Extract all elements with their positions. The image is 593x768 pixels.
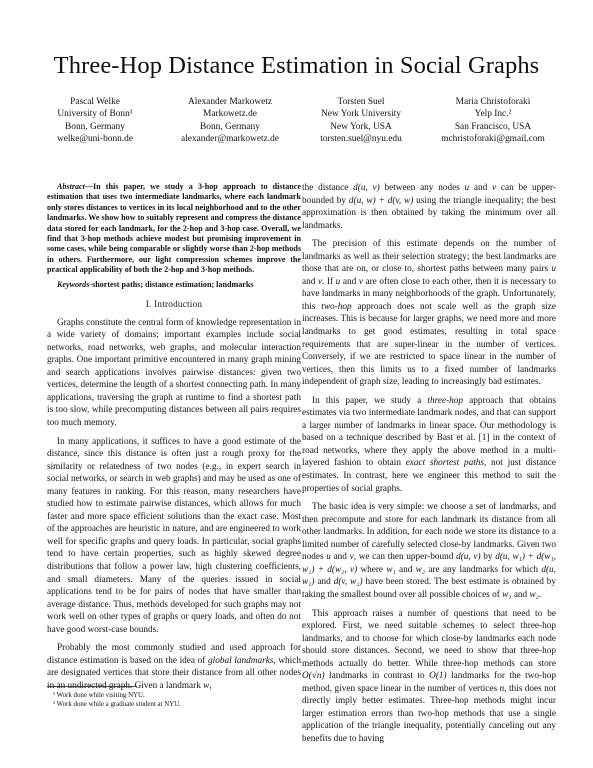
author-3 <box>296 96 426 146</box>
author-email: torsten.suel@nyu.edu <box>320 134 402 145</box>
author-name: Pascal Welke <box>70 97 120 107</box>
author-block <box>30 96 565 152</box>
paragraph: Probably the most commonly studied and used approach for distance estimation is based on the idea of global landmarks, which are designated vertices that store their distance from all other nodes in an undirected graph. Given a landmark w, <box>47 643 301 691</box>
abstract-text: —In this paper, we study a 3-hop approach to distance estimation that uses two intermediate landmarks, where each landmark only stores distances to vertices in its local neighborhood and to the other landmarks. We show how to suitably represent and compress the distance data stored for each landmark, for the 2-hop and 3-hop case. Overall, we find that 3-hop methods achieve modest but promising improvement in some cases, while being comparable or slightly worse than 2-hop methods in others. Furthermore, our light compression schemes improve the practical applicability of both the 2-hop and 3-hop methods. <box>47 182 301 275</box>
keywords-text: -shortest paths; distance estimation; landmarks <box>89 279 254 289</box>
right-column <box>302 182 556 746</box>
author-name: Alexander Markowetz <box>187 97 273 107</box>
section-heading: I. Introduction <box>145 300 203 311</box>
author-email: alexander@markowetz.de <box>181 134 279 145</box>
paper-title: Three-Hop Distance Estimation in Social Graphs <box>53 52 540 79</box>
keywords <box>47 280 301 290</box>
author-affiliation: New York University <box>321 109 401 120</box>
paragraph: In many applications, it suffices to have a good estimate of the distance, since this distance is often just a rough proxy for the similarity or relatedness of two nodes (e.g., in expert search in social networks, or search in web graphs) and may be used as one of many features in ranking. For this reason, many researchers have studied how to estimate pairwise distances, which allows for much faster and more space efficient solutions than the exact case. Most of the approaches are heuristic in nature, and are engineered to work well for specific graphs and query loads. In particular, social graphs tend to have certain properties, such as highly skewed degree distributions that follow a power law, high clustering coefficients, and small diameters. Many of the queries issued in social applications tend to be for pairs of nodes that have smaller than average distance. Thus, methods developed for such graphs may not work well on other types of graphs or query loads, and often do not have good worst-case bounds. <box>47 436 301 635</box>
abstract <box>47 182 301 276</box>
author-location: Bonn, Germany <box>200 121 260 132</box>
author-location: New York, USA <box>330 121 392 132</box>
author-affiliation: University of Bonn¹ <box>57 109 133 120</box>
author-name: Torsten Suel <box>337 97 385 107</box>
footnotes <box>47 686 301 709</box>
paragraph: Graphs constitute the central form of knowledge representation in a wide variety of domains; important examples include social networks, road networks, web graphs, and molecular interaction graphs. One important primitive encountered in many graph mining and search applications involves pairwise distances: given two vertices, determine the length of a shortest connecting path. In many applications, traversing the graph at runtime to find a shortest path is too slow, while precomputing distances between all pairs requires too much memory. <box>47 317 301 428</box>
paragraph: This approach raises a number of questions that need to be explored. First, we need suitable schemes to select three-hop landmarks, and to choose for which close-by landmarks each node should store distances. Second, we need to show that three-hop methods actually do better. While three-hop methods can store O(√n) landmarks in contrast to O(1) landmarks for the two-hop method, given space linear in the number of vertices n, this does not directly imply better estimates. Three-hop methods might incur larger estimation errors than two-hop methods that use a single application of the triangle inequality, potentially canceling out any benefits due to having <box>302 608 556 744</box>
keywords-label: Keywords <box>57 279 90 289</box>
author-location: San Francisco, USA <box>454 121 532 132</box>
author-affiliation: Yelp Inc.² <box>474 109 512 120</box>
paragraph: The basic idea is very simple: we choose a set of landmarks, and then precompute and store for each landmark its distance from all other landmarks. In addition, for each node we store its distance to a limited number of carefully selected close-by landmarks. Given two nodes u and v, we can then upper-bound d(u, v) by d(u, w₁) + d(w₁, w₂) + d(w₂, v) where w₁ and w₂ are any landmarks for which d(u, w₁) and d(v, w₂) have been stored. The best estimate is obtained by taking the smallest bound over all possible choices of w₁ and w₂. <box>302 502 557 600</box>
left-column <box>47 182 301 692</box>
author-affiliation: Markowetz.de <box>203 109 257 120</box>
paragraph: The precision of this estimate depends on the number of landmarks as well as their selection strategy; the best landmarks are those that are on, or close to, shortest paths between many pairs u and v. If u and v are often close to each other, then it is necessary to have landmarks in many neighborhoods of the graph. Unfortunately, this two-hop approach does not scale well as the graph size increases. This is because for larger graphs, we need more and more landmarks to get good estimates, resulting in total space requirements that are super-linear in the number of vertices. Conversely, if we are restricted to space linear in the number of vertices, then this limits us to a fixed number of landmarks independent of graph size, leading to increasingly bad estimates. <box>302 239 556 388</box>
abstract-label: Abstract <box>57 182 85 191</box>
author-2 <box>165 96 295 146</box>
author-email: mchristoforaki@gmail.com <box>441 134 545 145</box>
paragraph: the distance d(u, v) between any nodes u and v can be upper-bounded by d(u, w) + d(v, w) using the triangle inequality; the best approximation is then obtained by taking the minimum over all landmarks. <box>302 183 556 231</box>
footnote: ¹ Work done while visiting NYU. <box>53 692 145 699</box>
footnote: ² Work done while a graduate student at NYU. <box>53 701 181 709</box>
author-email: welke@uni-bonn.de <box>56 134 134 145</box>
footnote-rule <box>47 686 137 687</box>
author-4 <box>428 96 558 146</box>
author-1 <box>30 96 160 146</box>
author-name: Maria Christoforaki <box>455 97 531 107</box>
author-location: Bonn, Germany <box>65 121 125 132</box>
paragraph: In this paper, we study a three-hop approach that obtains estimates via two intermediate landmark nodes, and that can support a larger number of landmarks in linear space. Our methodology is based on a technique described by Bast et al. [1] in the context of road networks, where they apply the above method in a multi-layered fashion to obtain exact shortest paths, not just distance estimates. In contrast, here we engineer this method to suit the properties of social graphs. <box>302 395 556 494</box>
